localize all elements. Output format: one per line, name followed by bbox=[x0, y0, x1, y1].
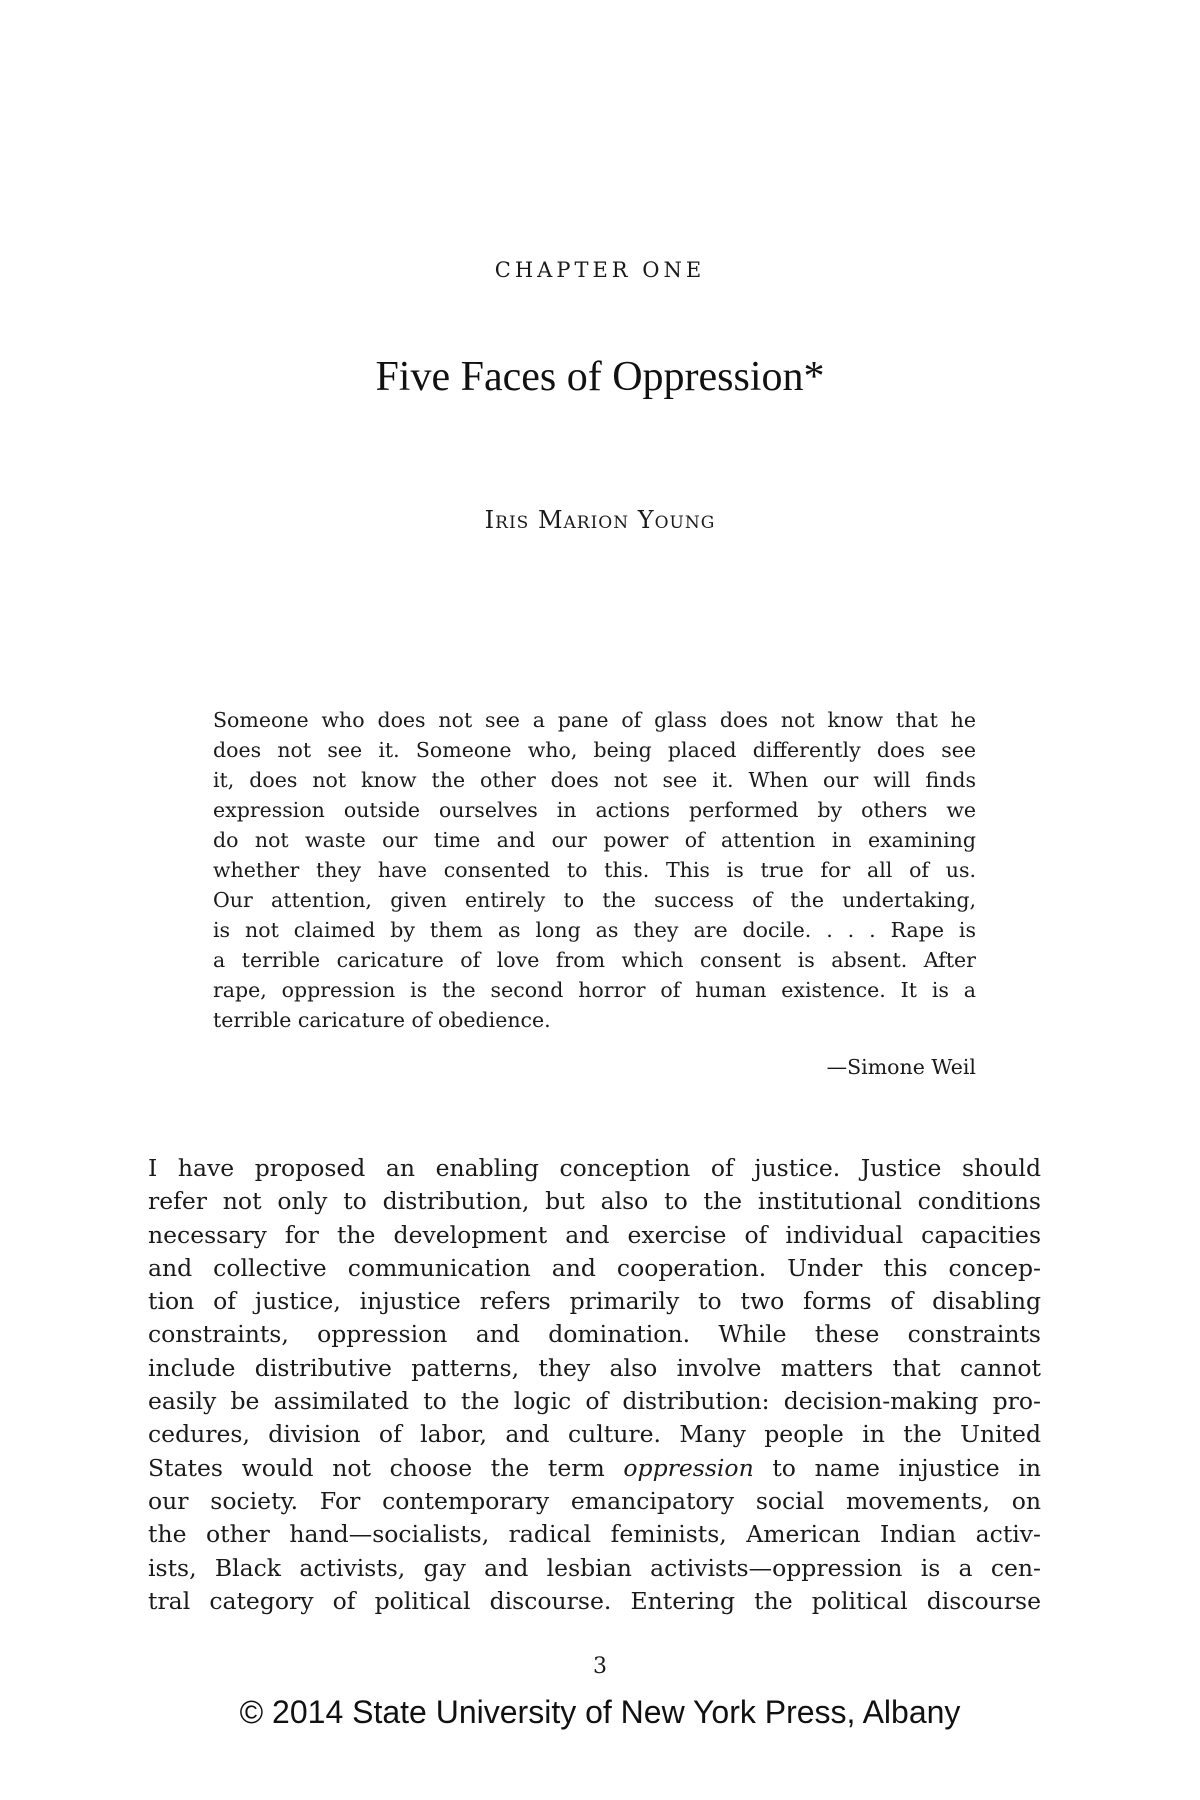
body-line: tion of justice, injustice refers primarily to two forms of disabling bbox=[148, 1287, 1041, 1316]
body-text-segment: to name injustice in bbox=[753, 1453, 1041, 1482]
body-line: tral category of political discourse. Entering the political discourse bbox=[148, 1586, 1041, 1615]
chapter-title: Five Faces of Oppression* bbox=[375, 354, 825, 400]
epigraph-line: is not claimed by them as long as they are docile. . . . Rape is bbox=[213, 918, 976, 942]
epigraph bbox=[213, 705, 976, 1035]
body-line: refer not only to distribution, but also to the institutional conditions bbox=[148, 1187, 1041, 1216]
copyright-notice: © 2014 State University of New York Press, Albany bbox=[239, 1694, 961, 1730]
epigraph-line: whether they have consented to this. This is true for all of us. bbox=[213, 858, 976, 882]
italic-term: oppression bbox=[623, 1453, 754, 1482]
epigraph-line: a terrible caricature of love from which consent is absent. After bbox=[213, 948, 976, 972]
body-line-with-italic bbox=[148, 1452, 1041, 1485]
chapter-label: CHAPTER ONE bbox=[494, 258, 706, 282]
epigraph-line: Someone who does not see a pane of glass does not know that he bbox=[213, 708, 976, 732]
epigraph-line: expression outside ourselves in actions performed by others we bbox=[213, 798, 976, 822]
epigraph-attribution: —Simone Weil bbox=[826, 1055, 976, 1079]
body-text-segment: States would not choose the term bbox=[148, 1453, 624, 1482]
epigraph-line: do not waste our time and our power of attention in examining bbox=[213, 828, 976, 852]
epigraph-line: does not see it. Someone who, being placed differently does see bbox=[213, 738, 976, 762]
body-line: and collective communication and cooperation. Under this concep- bbox=[148, 1253, 1041, 1282]
body-line: constraints, oppression and domination. While these constraints bbox=[148, 1320, 1041, 1349]
body-paragraph bbox=[148, 1152, 1041, 1618]
epigraph-line: Our attention, given entirely to the success of the undertaking, bbox=[213, 888, 976, 912]
epigraph-line: rape, oppression is the second horror of human existence. It is a bbox=[213, 978, 976, 1002]
body-line: our society. For contemporary emancipatory social movements, on bbox=[148, 1486, 1041, 1515]
epigraph-line: it, does not know the other does not see it. When our will finds bbox=[213, 768, 976, 792]
body-line: include distributive patterns, they also involve matters that cannot bbox=[148, 1353, 1041, 1382]
epigraph-line: terrible caricature of obedience. bbox=[213, 1008, 551, 1032]
body-line: necessary for the development and exercise of individual capacities bbox=[148, 1220, 1041, 1249]
page-number: 3 bbox=[593, 1654, 607, 1679]
body-line: cedures, division of labor, and culture. Many people in the United bbox=[148, 1420, 1041, 1449]
body-line: easily be assimilated to the logic of distribution: decision-making pro- bbox=[148, 1387, 1041, 1416]
body-line: the other hand—socialists, radical feminists, American Indian activ- bbox=[148, 1520, 1041, 1549]
body-line: ists, Black activists, gay and lesbian activists—oppression is a cen- bbox=[148, 1553, 1041, 1582]
body-line: I have proposed an enabling conception of justice. Justice should bbox=[148, 1154, 1041, 1182]
author-name: Iris Marion Young bbox=[484, 506, 716, 534]
